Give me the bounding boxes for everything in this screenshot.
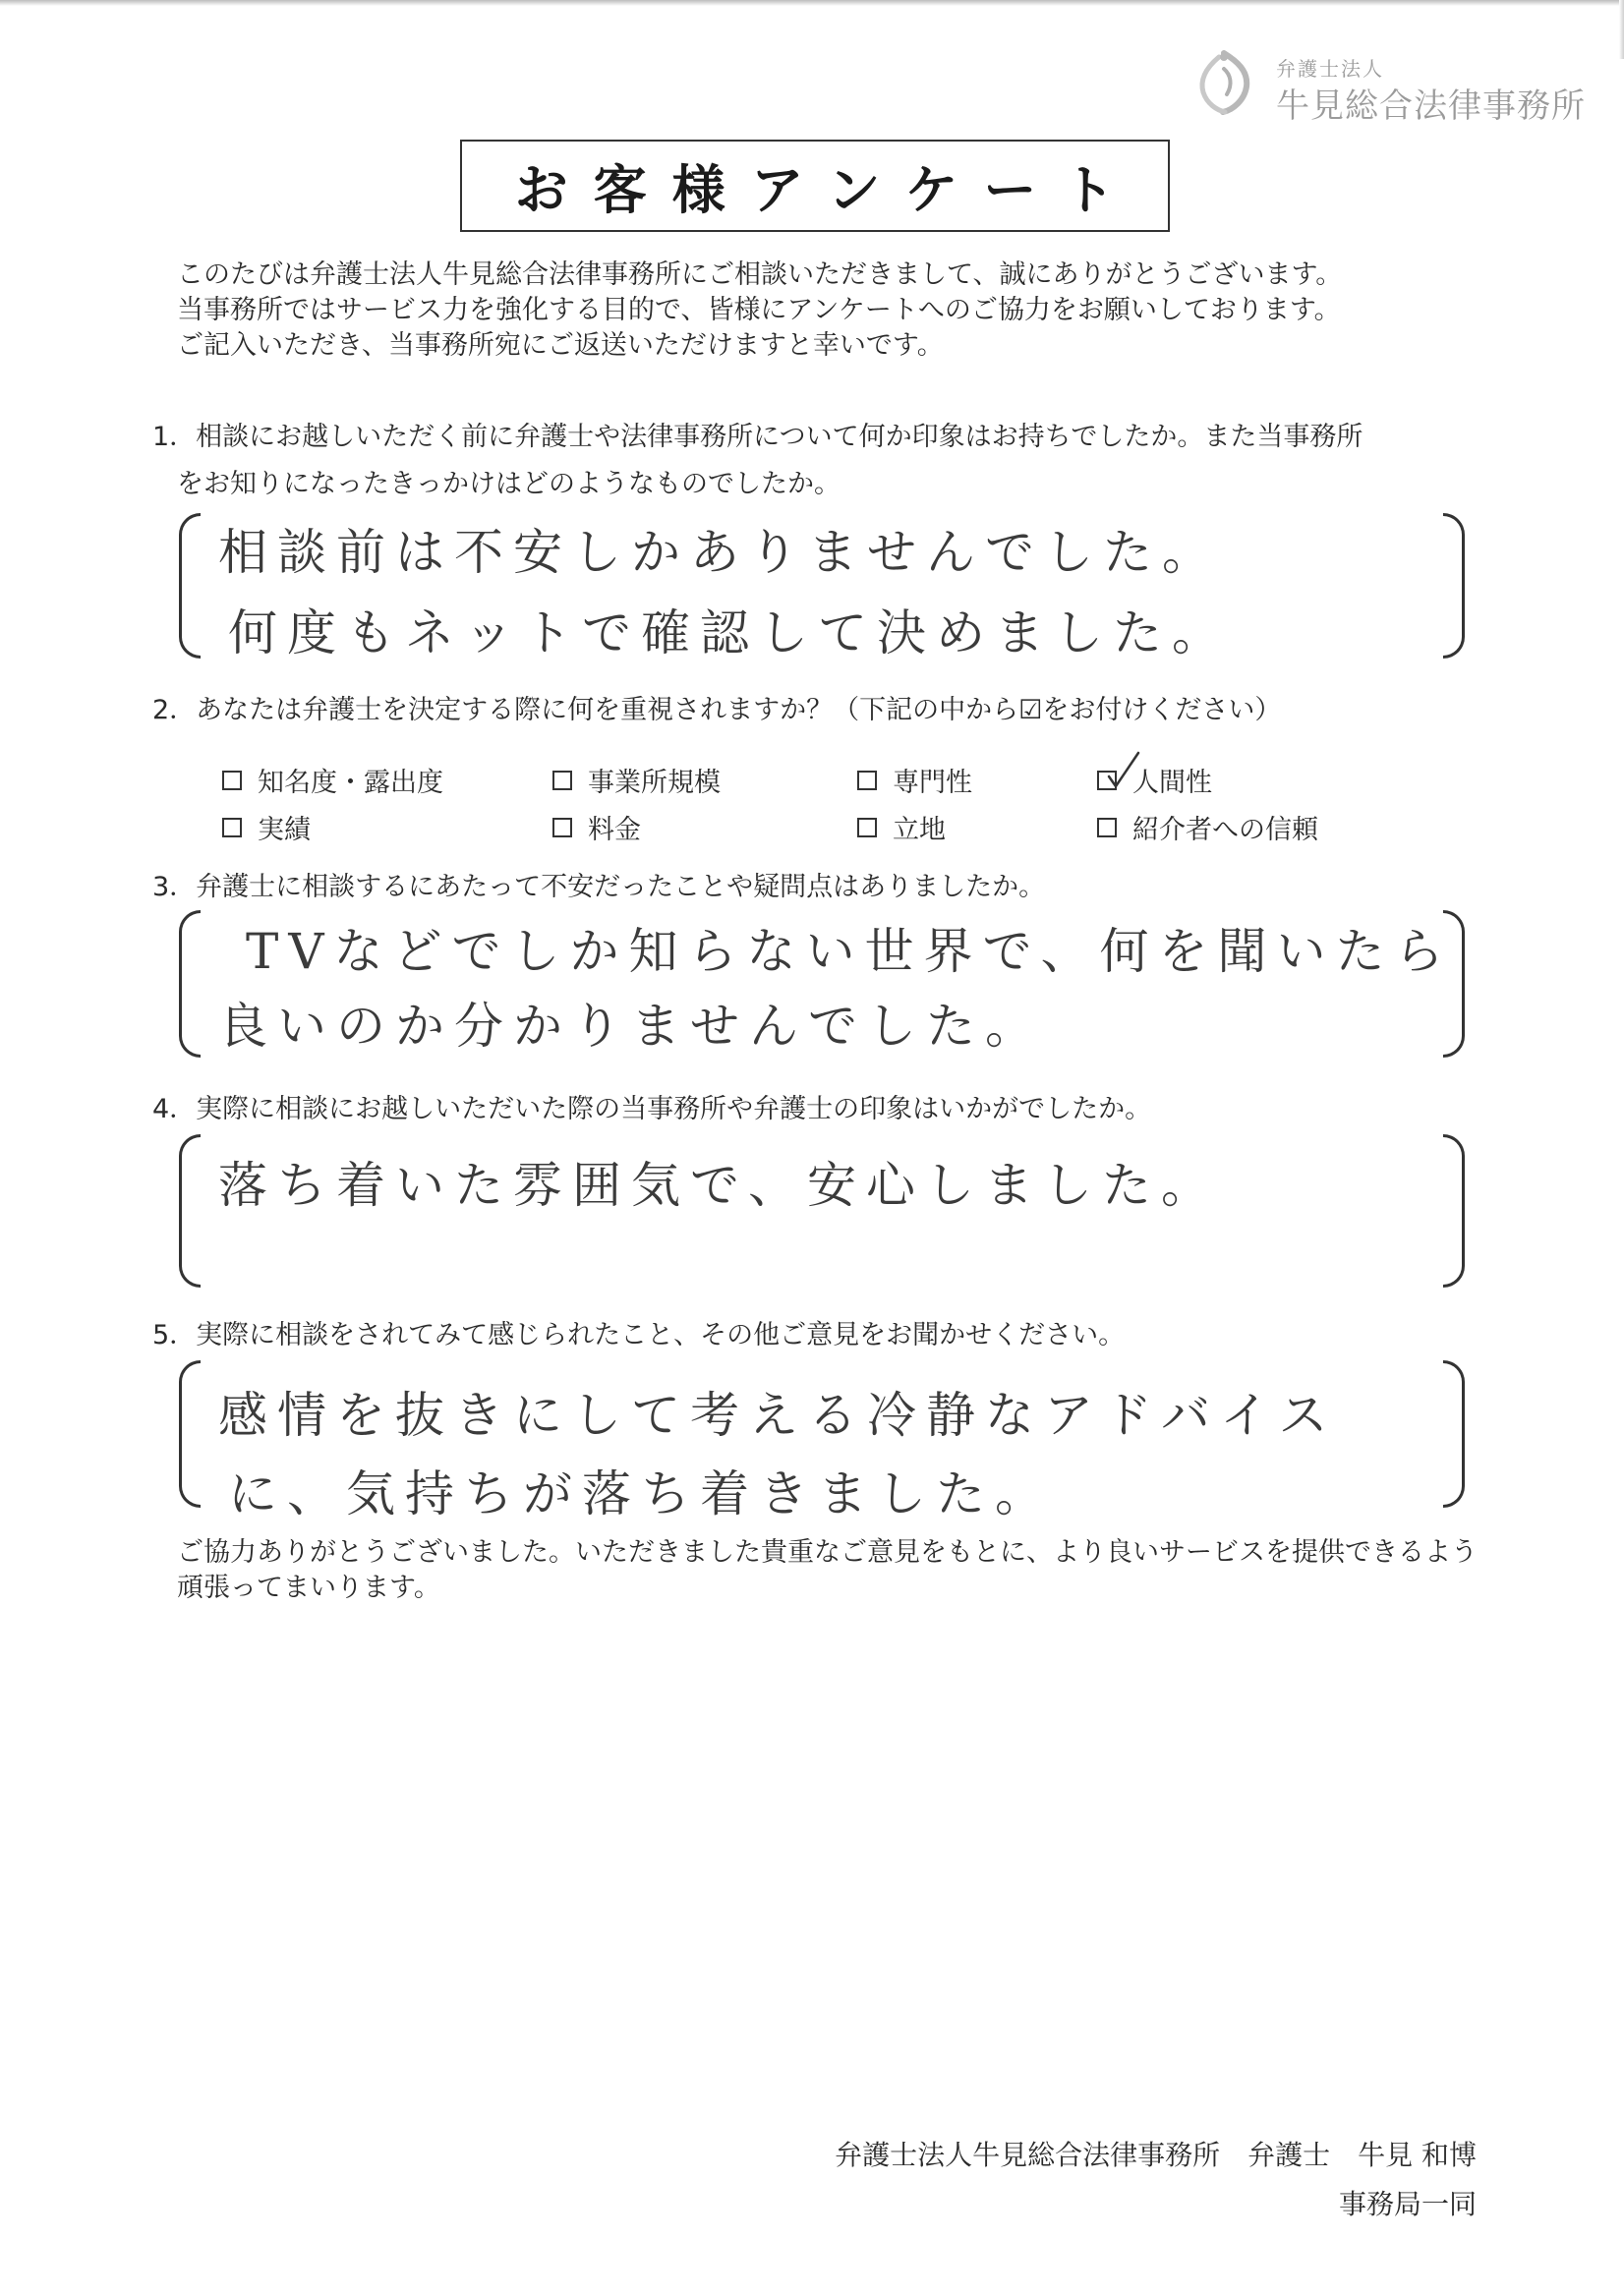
option-label: 人間性 (1132, 768, 1212, 798)
option-label: 実績 (258, 815, 311, 845)
option-label: 料金 (588, 815, 641, 845)
checkbox-icon[interactable] (857, 771, 877, 790)
firm-logo (1189, 47, 1586, 126)
logo-subtitle: 弁護士法人 (1276, 57, 1384, 81)
answer-3-line-1: TVなどでしか知らない世界で、何を聞いたら (246, 923, 1454, 980)
page-title: お客様アンケート (514, 158, 1141, 221)
question-1-line-1: 1．相談にお越しいただく前に弁護士や法律事務所について何か印象はお持ちでしたか。また当事務所 (152, 422, 1363, 452)
answer-5-line-2: に、気持ちが落ち着きました。 (228, 1465, 1054, 1522)
answer-3-line-2: 良いのか分かりませんでした。 (218, 998, 1044, 1055)
option-label: 知名度・露出度 (258, 768, 443, 798)
logo-mark-icon (1189, 47, 1258, 118)
question-4: 4．実際に相談にお越しいただいた際の当事務所や弁護士の印象はいかがでしたか。 (152, 1094, 1152, 1124)
answer-bracket-left (179, 910, 201, 1058)
checkbox-icon[interactable] (857, 818, 877, 837)
option-fees[interactable] (552, 808, 641, 846)
scan-edge-right (1619, 0, 1624, 59)
scan-edge (0, 0, 1624, 6)
option-label: 専門性 (893, 768, 972, 798)
answer-bracket-left (179, 513, 201, 659)
option-referrer-trust[interactable] (1097, 808, 1318, 846)
closing-line: ご協力ありがとうございました。いただきました貴重なご意見をもとに、より良いサービスを提供できるよう (177, 1537, 1478, 1568)
signature (835, 2131, 1477, 2229)
closing-line: 頑張ってまいります。 (177, 1573, 440, 1603)
checkbox-icon[interactable] (1097, 771, 1117, 790)
answer-bracket-right (1443, 1360, 1465, 1508)
closing-text (177, 1535, 1478, 1606)
checkbox-icon[interactable] (552, 818, 572, 837)
option-name-recognition[interactable] (222, 761, 443, 799)
question-3: 3．弁護士に相談するにあたって不安だったことや疑問点はありましたか。 (152, 872, 1046, 902)
answer-4-line-1: 落ち着いた雰囲気で、安心しました。 (218, 1157, 1220, 1214)
option-track-record[interactable] (222, 808, 311, 846)
intro-line: ご記入いただき、当事務所宛にご返送いただけますと幸いです。 (177, 330, 944, 361)
option-label: 事業所規模 (588, 768, 721, 798)
question-5: 5．実際に相談をされてみて感じられたこと、その他ご意見をお聞かせください。 (152, 1320, 1126, 1350)
signature-firm: 弁護士法人牛見総合法律事務所 弁護士 牛見 和博 (835, 2139, 1477, 2171)
option-location[interactable] (857, 808, 946, 846)
question-1-line-2: をお知りになったきっかけはどのようなものでしたか。 (177, 469, 841, 499)
answer-bracket-left (179, 1360, 201, 1508)
checkbox-icon[interactable] (222, 771, 242, 790)
intro-text (177, 258, 1475, 364)
answer-5-line-1: 感情を抜きにして考える冷静なアドバイス (218, 1387, 1338, 1444)
check-mark-icon (1107, 751, 1140, 790)
answer-1-line-2: 何度もネットで確認して決めました。 (228, 604, 1231, 661)
checkbox-icon[interactable] (552, 771, 572, 790)
intro-line: 当事務所ではサービス力を強化する目的で、皆様にアンケートへのご協力をお願いしております。 (177, 295, 1341, 325)
checkbox-icon[interactable] (1097, 818, 1117, 837)
option-expertise[interactable] (857, 761, 972, 799)
answer-1-line-1: 相談前は不安しかありませんでした。 (218, 524, 1221, 581)
answer-bracket-right (1443, 1134, 1465, 1288)
option-personality[interactable] (1097, 761, 1212, 799)
option-label: 紹介者への信頼 (1132, 815, 1318, 845)
checkbox-icon[interactable] (222, 818, 242, 837)
logo-name: 牛見総合法律事務所 (1276, 86, 1586, 126)
option-label: 立地 (893, 815, 946, 845)
signature-staff: 事務局一同 (1338, 2188, 1477, 2220)
intro-line: このたびは弁護士法人牛見総合法律事務所にご相談いただきまして、誠にありがとうございます。 (177, 259, 1343, 290)
title-box (460, 140, 1170, 232)
answer-bracket-left (179, 1134, 201, 1288)
answer-bracket-right (1443, 513, 1465, 659)
question-2: 2．あなたは弁護士を決定する際に何を重視されますか？（下記の中から☑をお付けください） (152, 695, 1282, 725)
option-firm-size[interactable] (552, 761, 721, 799)
